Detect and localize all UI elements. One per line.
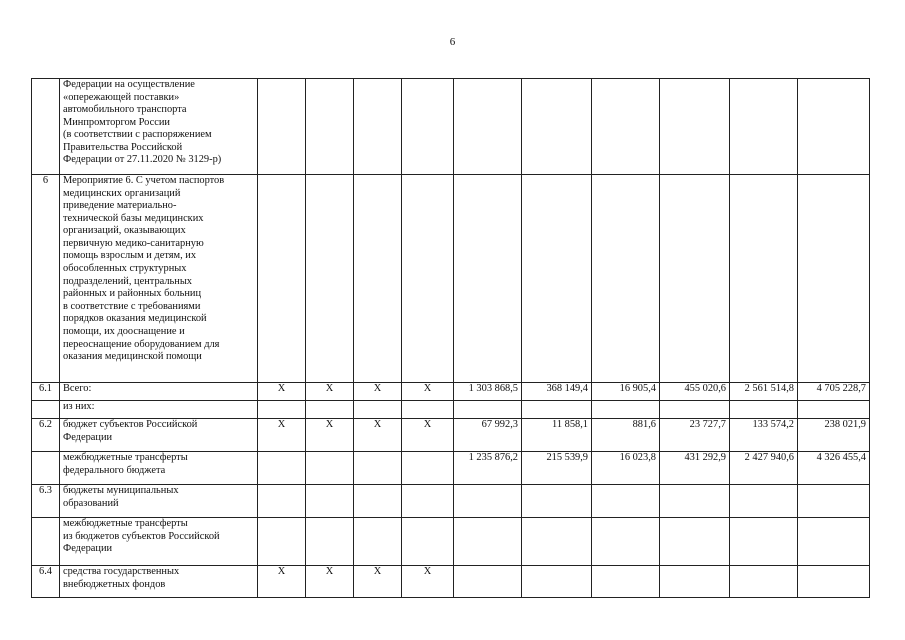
value-cell — [592, 401, 660, 419]
value-cell: 881,6 — [592, 419, 660, 452]
value-cell — [798, 401, 870, 419]
value-cell — [798, 518, 870, 566]
table-row — [32, 175, 870, 383]
row-label — [60, 518, 258, 566]
value-cell — [592, 175, 660, 383]
row-label-text: Всего: — [63, 383, 92, 394]
value-cell: 431 292,9 — [660, 452, 730, 485]
value-cell — [660, 401, 730, 419]
flag-cell — [402, 79, 454, 175]
value-cell — [660, 485, 730, 518]
flag-cell — [258, 452, 306, 485]
value-cell — [454, 175, 522, 383]
flag-cell — [354, 485, 402, 518]
flag-cell — [402, 485, 454, 518]
flag-cell — [306, 518, 354, 566]
flag-cell — [258, 518, 306, 566]
row-number: 6.3 — [32, 485, 60, 518]
value-cell — [798, 175, 870, 383]
flag-cell: Х — [402, 566, 454, 598]
flag-cell: Х — [258, 419, 306, 452]
flag-cell: Х — [354, 419, 402, 452]
value-cell — [454, 401, 522, 419]
value-cell — [730, 566, 798, 598]
row-label-text: бюджеты муниципальных образований — [63, 485, 179, 509]
row-label-text: Федерации на осуществление «опережающей поставки» автомобильного транспорта Минпромторгом России (в соответствии с распоряжением Правительства Российской Федерации от 27.11.2020 № 3129-р) — [63, 79, 222, 166]
flag-cell — [354, 452, 402, 485]
row-number: 6.2 — [32, 419, 60, 452]
row-label — [60, 419, 258, 452]
flag-cell — [402, 452, 454, 485]
value-cell: 215 539,9 — [522, 452, 592, 485]
value-cell: 2 427 940,6 — [730, 452, 798, 485]
flag-cell: Х — [258, 566, 306, 598]
value-cell: 16 905,4 — [592, 383, 660, 401]
row-label — [60, 401, 258, 419]
flag-cell — [402, 401, 454, 419]
table-row — [32, 401, 870, 419]
row-label-text: из них: — [63, 401, 95, 412]
value-cell — [454, 566, 522, 598]
value-cell: 4 705 228,7 — [798, 383, 870, 401]
value-cell: 455 020,6 — [660, 383, 730, 401]
flag-cell — [354, 175, 402, 383]
value-cell: 2 561 514,8 — [730, 383, 798, 401]
flag-cell: Х — [258, 383, 306, 401]
table-row — [32, 419, 870, 452]
table-body — [32, 79, 870, 598]
row-label — [60, 452, 258, 485]
value-cell: 133 574,2 — [730, 419, 798, 452]
flag-cell — [402, 175, 454, 383]
value-cell — [798, 79, 870, 175]
flag-cell: Х — [306, 419, 354, 452]
row-number: 6 — [32, 175, 60, 383]
flag-cell — [354, 79, 402, 175]
value-cell — [454, 518, 522, 566]
value-cell — [522, 566, 592, 598]
flag-cell — [306, 79, 354, 175]
value-cell — [730, 175, 798, 383]
value-cell — [522, 518, 592, 566]
flag-cell — [258, 79, 306, 175]
value-cell — [660, 175, 730, 383]
table-row — [32, 485, 870, 518]
value-cell — [592, 79, 660, 175]
budget-table — [31, 78, 870, 598]
value-cell — [660, 566, 730, 598]
row-label-text: межбюджетные трансферты из бюджетов субъектов Российской Федерации — [63, 518, 220, 555]
flag-cell — [306, 485, 354, 518]
flag-cell: Х — [402, 383, 454, 401]
value-cell — [798, 566, 870, 598]
row-label — [60, 383, 258, 401]
value-cell — [730, 79, 798, 175]
row-label-text: межбюджетные трансферты федерального бюджета — [63, 452, 188, 476]
row-label — [60, 175, 258, 383]
table-row — [32, 79, 870, 175]
row-number — [32, 518, 60, 566]
flag-cell — [354, 518, 402, 566]
flag-cell — [402, 518, 454, 566]
flag-cell: Х — [306, 566, 354, 598]
table-row — [32, 518, 870, 566]
value-cell: 23 727,7 — [660, 419, 730, 452]
flag-cell: Х — [354, 383, 402, 401]
value-cell — [660, 79, 730, 175]
row-number: 6.1 — [32, 383, 60, 401]
page-number: 6 — [449, 36, 456, 48]
flag-cell — [258, 401, 306, 419]
row-number — [32, 401, 60, 419]
row-label — [60, 79, 258, 175]
value-cell — [660, 518, 730, 566]
table-row — [32, 383, 870, 401]
value-cell: 67 992,3 — [454, 419, 522, 452]
flag-cell — [306, 401, 354, 419]
value-cell — [454, 79, 522, 175]
flag-cell — [354, 401, 402, 419]
row-label — [60, 485, 258, 518]
flag-cell — [258, 175, 306, 383]
value-cell: 1 303 868,5 — [454, 383, 522, 401]
row-label — [60, 566, 258, 598]
flag-cell — [306, 452, 354, 485]
value-cell — [522, 485, 592, 518]
table-row — [32, 566, 870, 598]
value-cell — [730, 518, 798, 566]
flag-cell: Х — [354, 566, 402, 598]
value-cell — [592, 566, 660, 598]
row-label-text: Мероприятие 6. С учетом паспортов медицинских организаций приведение материально- технической базы медицинских организаций, оказывающих первичную медико-санитарную помощь взрослым и детям, их обособленных структурных подразделений, центральных районных и районных больниц в соответствие с требованиями порядков оказания медицинской помощи, их дооснащение и переоснащение оборудованием для оказания медицинской помощи — [63, 175, 225, 363]
value-cell — [798, 485, 870, 518]
row-number — [32, 79, 60, 175]
value-cell: 16 023,8 — [592, 452, 660, 485]
value-cell — [522, 401, 592, 419]
row-label-text: средства государственных внебюджетных фондов — [63, 566, 180, 590]
value-cell — [454, 485, 522, 518]
row-number — [32, 452, 60, 485]
flag-cell: Х — [306, 383, 354, 401]
flag-cell: Х — [402, 419, 454, 452]
row-label-text: бюджет субъектов Российской Федерации — [63, 419, 198, 443]
flag-cell — [306, 175, 354, 383]
value-cell — [592, 485, 660, 518]
value-cell: 1 235 876,2 — [454, 452, 522, 485]
flag-cell — [258, 485, 306, 518]
value-cell: 368 149,4 — [522, 383, 592, 401]
value-cell — [592, 518, 660, 566]
value-cell: 238 021,9 — [798, 419, 870, 452]
value-cell — [730, 485, 798, 518]
value-cell: 11 858,1 — [522, 419, 592, 452]
row-number: 6.4 — [32, 566, 60, 598]
value-cell: 4 326 455,4 — [798, 452, 870, 485]
table-row — [32, 452, 870, 485]
value-cell — [730, 401, 798, 419]
value-cell — [522, 79, 592, 175]
value-cell — [522, 175, 592, 383]
